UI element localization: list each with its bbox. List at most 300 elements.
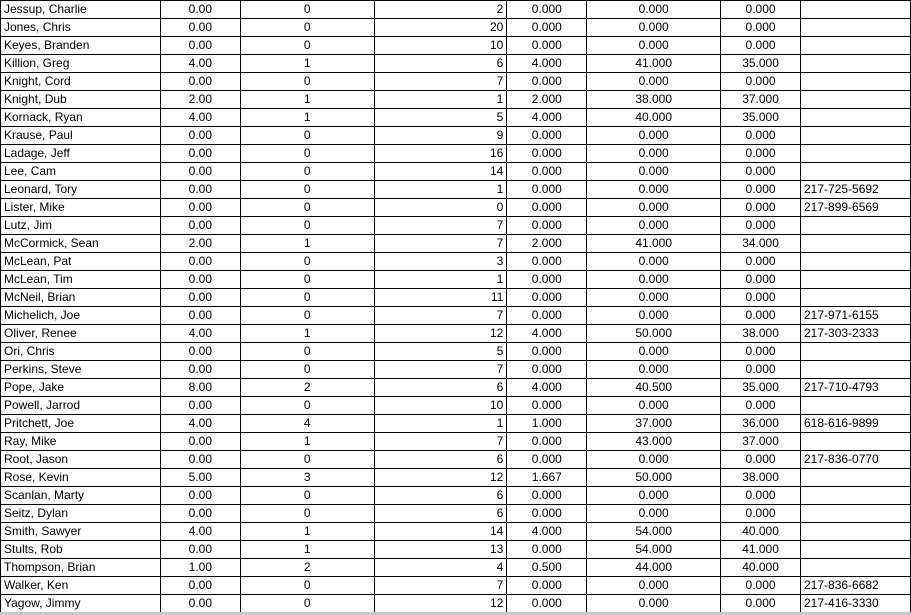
col-f-cell[interactable]: 44.000 [587,559,721,577]
player-name-cell[interactable]: Lee, Cam [1,163,161,181]
col-c-cell[interactable]: 0 [240,73,374,91]
table-row [1,307,911,325]
spreadsheet-body [1,1,911,613]
col-e-cell[interactable]: 0.000 [507,271,587,289]
col-g-cell[interactable]: 37.000 [721,91,801,109]
col-c-cell[interactable]: 0 [240,397,374,415]
col-c-cell[interactable]: 0 [240,595,374,613]
player-name-cell[interactable]: Powell, Jarrod [1,397,161,415]
col-e-cell[interactable]: 0.000 [507,127,587,145]
col-b-cell[interactable]: 0.00 [160,1,240,19]
col-d-cell[interactable]: 6 [374,55,507,73]
col-f-cell[interactable]: 54.000 [587,523,721,541]
col-d-cell[interactable]: 1 [374,91,507,109]
table-row [1,217,911,235]
col-b-cell[interactable]: 0.00 [160,343,240,361]
col-b-cell[interactable]: 0.00 [160,145,240,163]
col-g-cell[interactable]: 0.000 [721,361,801,379]
col-f-cell[interactable]: 43.000 [587,433,721,451]
col-f-cell[interactable]: 0.000 [587,487,721,505]
table-row [1,541,911,559]
col-c-cell[interactable]: 1 [240,523,374,541]
col-c-cell[interactable]: 0 [240,343,374,361]
col-c-cell[interactable]: 1 [240,109,374,127]
phone-cell[interactable] [801,163,911,181]
col-e-cell[interactable]: 0.000 [507,343,587,361]
phone-cell[interactable]: 217-971-6155 [801,307,911,325]
col-f-cell[interactable]: 0.000 [587,361,721,379]
table-row [1,19,911,37]
col-c-cell[interactable]: 0 [240,127,374,145]
col-b-cell[interactable]: 0.00 [160,217,240,235]
col-b-cell[interactable]: 4.00 [160,325,240,343]
table-row [1,163,911,181]
col-c-cell[interactable]: 0 [240,289,374,307]
col-d-cell[interactable]: 7 [374,307,507,325]
col-e-cell[interactable]: 2.000 [507,91,587,109]
table-row [1,73,911,91]
player-name-cell[interactable]: Leonard, Tory [1,181,161,199]
col-b-cell[interactable]: 0.00 [160,289,240,307]
col-c-cell[interactable]: 0 [240,271,374,289]
col-c-cell[interactable]: 0 [240,451,374,469]
col-b-cell[interactable]: 0.00 [160,451,240,469]
player-name-cell[interactable]: Pope, Jake [1,379,161,397]
phone-cell[interactable] [801,541,911,559]
col-f-cell[interactable]: 37.000 [587,415,721,433]
col-d-cell[interactable]: 14 [374,163,507,181]
phone-cell[interactable] [801,19,911,37]
col-b-cell[interactable]: 0.00 [160,487,240,505]
col-c-cell[interactable]: 2 [240,379,374,397]
col-f-cell[interactable]: 0.000 [587,19,721,37]
col-f-cell[interactable]: 0.000 [587,145,721,163]
col-d-cell[interactable]: 20 [374,19,507,37]
col-f-cell[interactable]: 0.000 [587,343,721,361]
col-e-cell[interactable]: 2.000 [507,235,587,253]
col-e-cell[interactable]: 0.000 [507,397,587,415]
col-c-cell[interactable]: 0 [240,199,374,217]
table-row [1,397,911,415]
phone-cell[interactable] [801,271,911,289]
player-name-cell[interactable]: McCormick, Sean [1,235,161,253]
col-b-cell[interactable]: 4.00 [160,415,240,433]
col-b-cell[interactable]: 4.00 [160,55,240,73]
table-row [1,577,911,595]
player-name-cell[interactable]: Jessup, Charlie [1,1,161,19]
col-c-cell[interactable]: 1 [240,55,374,73]
table-row [1,361,911,379]
col-b-cell[interactable]: 2.00 [160,235,240,253]
table-row [1,91,911,109]
phone-cell[interactable] [801,91,911,109]
phone-cell[interactable] [801,235,911,253]
player-name-cell[interactable]: Ori, Chris [1,343,161,361]
phone-cell[interactable]: 217-303-2333 [801,325,911,343]
col-d-cell[interactable]: 7 [374,361,507,379]
col-e-cell[interactable]: 0.000 [507,505,587,523]
col-f-cell[interactable]: 40.000 [587,109,721,127]
col-b-cell[interactable]: 4.00 [160,109,240,127]
player-name-cell[interactable]: Ray, Mike [1,433,161,451]
col-b-cell[interactable]: 0.00 [160,19,240,37]
col-g-cell[interactable]: 0.000 [721,19,801,37]
col-f-cell[interactable]: 0.000 [587,397,721,415]
col-d-cell[interactable]: 11 [374,289,507,307]
phone-cell[interactable]: 618-616-9899 [801,415,911,433]
player-name-cell[interactable]: Smith, Sawyer [1,523,161,541]
col-f-cell[interactable]: 54.000 [587,541,721,559]
player-name-cell[interactable]: Lister, Mike [1,199,161,217]
col-d-cell[interactable]: 10 [374,37,507,55]
col-c-cell[interactable]: 0 [240,19,374,37]
player-name-cell[interactable]: Yagow, Jimmy [1,595,161,613]
player-name-cell[interactable]: Michelich, Joe [1,307,161,325]
col-d-cell[interactable]: 12 [374,469,507,487]
col-e-cell[interactable]: 4.000 [507,325,587,343]
player-name-cell[interactable]: Jones, Chris [1,19,161,37]
table-row [1,145,911,163]
col-g-cell[interactable]: 34.000 [721,235,801,253]
player-name-cell[interactable]: Pritchett, Joe [1,415,161,433]
col-e-cell[interactable]: 0.000 [507,307,587,325]
col-d-cell[interactable]: 4 [374,559,507,577]
col-e-cell[interactable]: 0.000 [507,1,587,19]
col-f-cell[interactable]: 0.000 [587,289,721,307]
table-row [1,451,911,469]
phone-cell[interactable] [801,145,911,163]
col-f-cell[interactable]: 41.000 [587,55,721,73]
col-e-cell[interactable]: 0.500 [507,559,587,577]
col-e-cell[interactable]: 0.000 [507,433,587,451]
col-d-cell[interactable]: 7 [374,217,507,235]
col-c-cell[interactable]: 0 [240,577,374,595]
col-g-cell[interactable]: 0.000 [721,199,801,217]
col-d-cell[interactable]: 16 [374,145,507,163]
col-f-cell[interactable]: 0.000 [587,1,721,19]
col-b-cell[interactable]: 1.00 [160,559,240,577]
col-g-cell[interactable]: 0.000 [721,127,801,145]
col-d-cell[interactable]: 5 [374,109,507,127]
col-g-cell[interactable]: 0.000 [721,271,801,289]
col-f-cell[interactable]: 50.000 [587,325,721,343]
player-name-cell[interactable]: McLean, Tim [1,271,161,289]
col-d-cell[interactable]: 1 [374,271,507,289]
col-g-cell[interactable]: 0.000 [721,253,801,271]
table-row [1,325,911,343]
phone-cell[interactable] [801,253,911,271]
col-d-cell[interactable]: 0 [374,199,507,217]
col-f-cell[interactable]: 0.000 [587,181,721,199]
col-b-cell[interactable]: 8.00 [160,379,240,397]
col-g-cell[interactable]: 0.000 [721,217,801,235]
col-d-cell[interactable]: 10 [374,397,507,415]
col-c-cell[interactable]: 1 [240,541,374,559]
player-name-cell[interactable]: Lutz, Jim [1,217,161,235]
col-e-cell[interactable]: 0.000 [507,253,587,271]
table-row [1,415,911,433]
col-g-cell[interactable]: 35.000 [721,55,801,73]
col-g-cell[interactable]: 0.000 [721,397,801,415]
col-d-cell[interactable]: 5 [374,343,507,361]
table-row [1,253,911,271]
player-name-cell[interactable]: Oliver, Renee [1,325,161,343]
col-f-cell[interactable]: 0.000 [587,199,721,217]
col-b-cell[interactable]: 4.00 [160,523,240,541]
col-c-cell[interactable]: 0 [240,487,374,505]
col-f-cell[interactable]: 40.500 [587,379,721,397]
col-c-cell[interactable]: 0 [240,1,374,19]
col-g-cell[interactable]: 0.000 [721,73,801,91]
col-b-cell[interactable]: 2.00 [160,91,240,109]
col-f-cell[interactable]: 38.000 [587,91,721,109]
table-row [1,505,911,523]
col-f-cell[interactable]: 50.000 [587,469,721,487]
col-b-cell[interactable]: 0.00 [160,307,240,325]
player-name-cell[interactable]: Kornack, Ryan [1,109,161,127]
col-d-cell[interactable]: 6 [374,487,507,505]
player-name-cell[interactable]: Perkins, Steve [1,361,161,379]
phone-cell[interactable] [801,505,911,523]
col-b-cell[interactable]: 0.00 [160,271,240,289]
col-b-cell[interactable]: 0.00 [160,37,240,55]
player-name-cell[interactable]: Knight, Cord [1,73,161,91]
col-b-cell[interactable]: 0.00 [160,199,240,217]
col-g-cell[interactable]: 38.000 [721,469,801,487]
col-f-cell[interactable]: 0.000 [587,127,721,145]
player-name-cell[interactable]: Thompson, Brian [1,559,161,577]
col-e-cell[interactable]: 0.000 [507,361,587,379]
col-c-cell[interactable]: 1 [240,235,374,253]
col-b-cell[interactable]: 0.00 [160,397,240,415]
phone-cell[interactable] [801,217,911,235]
player-name-cell[interactable]: McLean, Pat [1,253,161,271]
phone-cell[interactable] [801,73,911,91]
col-g-cell[interactable]: 37.000 [721,433,801,451]
col-c-cell[interactable]: 4 [240,415,374,433]
col-f-cell[interactable]: 0.000 [587,253,721,271]
col-b-cell[interactable]: 0.00 [160,253,240,271]
col-f-cell[interactable]: 0.000 [587,217,721,235]
phone-cell[interactable] [801,343,911,361]
col-c-cell[interactable]: 0 [240,145,374,163]
phone-cell[interactable] [801,523,911,541]
col-f-cell[interactable]: 0.000 [587,37,721,55]
col-c-cell[interactable]: 2 [240,559,374,577]
phone-cell[interactable] [801,127,911,145]
col-d-cell[interactable]: 1 [374,181,507,199]
table-row [1,181,911,199]
col-d-cell[interactable]: 12 [374,595,507,613]
col-d-cell[interactable]: 14 [374,523,507,541]
col-c-cell[interactable]: 0 [240,307,374,325]
col-d-cell[interactable]: 6 [374,379,507,397]
col-b-cell[interactable]: 5.00 [160,469,240,487]
col-c-cell[interactable]: 0 [240,181,374,199]
col-c-cell[interactable]: 1 [240,325,374,343]
col-e-cell[interactable]: 0.000 [507,181,587,199]
col-g-cell[interactable]: 38.000 [721,325,801,343]
phone-cell[interactable] [801,433,911,451]
col-d-cell[interactable]: 12 [374,325,507,343]
col-g-cell[interactable]: 0.000 [721,451,801,469]
col-b-cell[interactable]: 0.00 [160,505,240,523]
player-name-cell[interactable]: McNeil, Brian [1,289,161,307]
col-d-cell[interactable]: 6 [374,451,507,469]
col-c-cell[interactable]: 0 [240,217,374,235]
table-row [1,523,911,541]
col-d-cell[interactable]: 3 [374,253,507,271]
col-g-cell[interactable]: 35.000 [721,379,801,397]
player-name-cell[interactable]: Krause, Paul [1,127,161,145]
col-g-cell[interactable]: 40.000 [721,523,801,541]
col-f-cell[interactable]: 0.000 [587,595,721,613]
col-c-cell[interactable]: 3 [240,469,374,487]
col-b-cell[interactable]: 0.00 [160,595,240,613]
col-g-cell[interactable]: 0.000 [721,343,801,361]
col-e-cell[interactable]: 0.000 [507,163,587,181]
col-g-cell[interactable]: 0.000 [721,1,801,19]
player-name-cell[interactable]: Killion, Greg [1,55,161,73]
phone-cell[interactable] [801,55,911,73]
phone-cell[interactable]: 217-836-6682 [801,577,911,595]
table-row [1,271,911,289]
col-e-cell[interactable]: 0.000 [507,595,587,613]
col-f-cell[interactable]: 0.000 [587,163,721,181]
table-row [1,469,911,487]
phone-cell[interactable]: 217-836-0770 [801,451,911,469]
col-b-cell[interactable]: 0.00 [160,541,240,559]
table-row [1,109,911,127]
col-b-cell[interactable]: 0.00 [160,181,240,199]
col-d-cell[interactable]: 7 [374,433,507,451]
col-e-cell[interactable]: 1.667 [507,469,587,487]
col-g-cell[interactable]: 0.000 [721,289,801,307]
col-g-cell[interactable]: 0.000 [721,487,801,505]
table-row [1,379,911,397]
col-e-cell[interactable]: 0.000 [507,199,587,217]
phone-cell[interactable]: 217-899-6569 [801,199,911,217]
col-g-cell[interactable]: 0.000 [721,577,801,595]
col-c-cell[interactable]: 0 [240,505,374,523]
col-b-cell[interactable]: 0.00 [160,127,240,145]
col-c-cell[interactable]: 0 [240,163,374,181]
col-e-cell[interactable]: 0.000 [507,217,587,235]
col-d-cell[interactable]: 7 [374,577,507,595]
col-c-cell[interactable]: 1 [240,91,374,109]
col-b-cell[interactable]: 0.00 [160,577,240,595]
col-c-cell[interactable]: 0 [240,361,374,379]
col-g-cell[interactable]: 40.000 [721,559,801,577]
player-name-cell[interactable]: Seitz, Dylan [1,505,161,523]
col-b-cell[interactable]: 0.00 [160,433,240,451]
col-c-cell[interactable]: 1 [240,433,374,451]
col-d-cell[interactable]: 6 [374,505,507,523]
col-e-cell[interactable]: 0.000 [507,37,587,55]
col-d-cell[interactable]: 1 [374,415,507,433]
player-name-cell[interactable]: Root, Jason [1,451,161,469]
col-e-cell[interactable]: 4.000 [507,523,587,541]
col-b-cell[interactable]: 0.00 [160,361,240,379]
col-e-cell[interactable]: 0.000 [507,73,587,91]
phone-cell[interactable]: 217-710-4793 [801,379,911,397]
col-d-cell[interactable]: 9 [374,127,507,145]
col-b-cell[interactable]: 0.00 [160,163,240,181]
col-g-cell[interactable]: 36.000 [721,415,801,433]
phone-cell[interactable] [801,37,911,55]
phone-cell[interactable]: 217-416-3330 [801,595,911,613]
player-name-cell[interactable]: Ladage, Jeff [1,145,161,163]
phone-cell[interactable] [801,397,911,415]
col-g-cell[interactable]: 0.000 [721,37,801,55]
phone-cell[interactable] [801,289,911,307]
player-name-cell[interactable]: Scanlan, Marty [1,487,161,505]
phone-cell[interactable] [801,109,911,127]
col-g-cell[interactable]: 0.000 [721,145,801,163]
phone-cell[interactable]: 217-725-5692 [801,181,911,199]
player-name-cell[interactable]: Stults, Rob [1,541,161,559]
table-row [1,1,911,19]
player-name-cell[interactable]: Walker, Ken [1,577,161,595]
col-f-cell[interactable]: 0.000 [587,577,721,595]
col-d-cell[interactable]: 2 [374,1,507,19]
col-f-cell[interactable]: 0.000 [587,271,721,289]
col-d-cell[interactable]: 13 [374,541,507,559]
col-g-cell[interactable]: 0.000 [721,163,801,181]
col-d-cell[interactable]: 7 [374,235,507,253]
player-name-cell[interactable]: Keyes, Branden [1,37,161,55]
phone-cell[interactable] [801,487,911,505]
col-f-cell[interactable]: 0.000 [587,73,721,91]
col-e-cell[interactable]: 0.000 [507,487,587,505]
col-e-cell[interactable]: 0.000 [507,289,587,307]
table-row [1,487,911,505]
col-e-cell[interactable]: 1.000 [507,415,587,433]
col-e-cell[interactable]: 0.000 [507,541,587,559]
col-g-cell[interactable]: 0.000 [721,307,801,325]
phone-cell[interactable] [801,1,911,19]
col-d-cell[interactable]: 7 [374,73,507,91]
phone-cell[interactable] [801,469,911,487]
col-e-cell[interactable]: 4.000 [507,109,587,127]
col-g-cell[interactable]: 41.000 [721,541,801,559]
table-row [1,199,911,217]
col-b-cell[interactable]: 0.00 [160,73,240,91]
col-f-cell[interactable]: 0.000 [587,451,721,469]
col-c-cell[interactable]: 0 [240,253,374,271]
col-g-cell[interactable]: 0.000 [721,181,801,199]
col-f-cell[interactable]: 41.000 [587,235,721,253]
phone-cell[interactable] [801,559,911,577]
player-name-cell[interactable]: Knight, Dub [1,91,161,109]
col-g-cell[interactable]: 0.000 [721,595,801,613]
phone-cell[interactable] [801,361,911,379]
col-f-cell[interactable]: 0.000 [587,307,721,325]
table-row [1,433,911,451]
col-e-cell[interactable]: 0.000 [507,577,587,595]
col-g-cell[interactable]: 0.000 [721,505,801,523]
col-e-cell[interactable]: 4.000 [507,55,587,73]
col-e-cell[interactable]: 0.000 [507,145,587,163]
col-e-cell[interactable]: 0.000 [507,19,587,37]
col-f-cell[interactable]: 0.000 [587,505,721,523]
col-c-cell[interactable]: 0 [240,37,374,55]
col-e-cell[interactable]: 0.000 [507,451,587,469]
col-e-cell[interactable]: 4.000 [507,379,587,397]
col-g-cell[interactable]: 35.000 [721,109,801,127]
table-row [1,343,911,361]
player-name-cell[interactable]: Rose, Kevin [1,469,161,487]
